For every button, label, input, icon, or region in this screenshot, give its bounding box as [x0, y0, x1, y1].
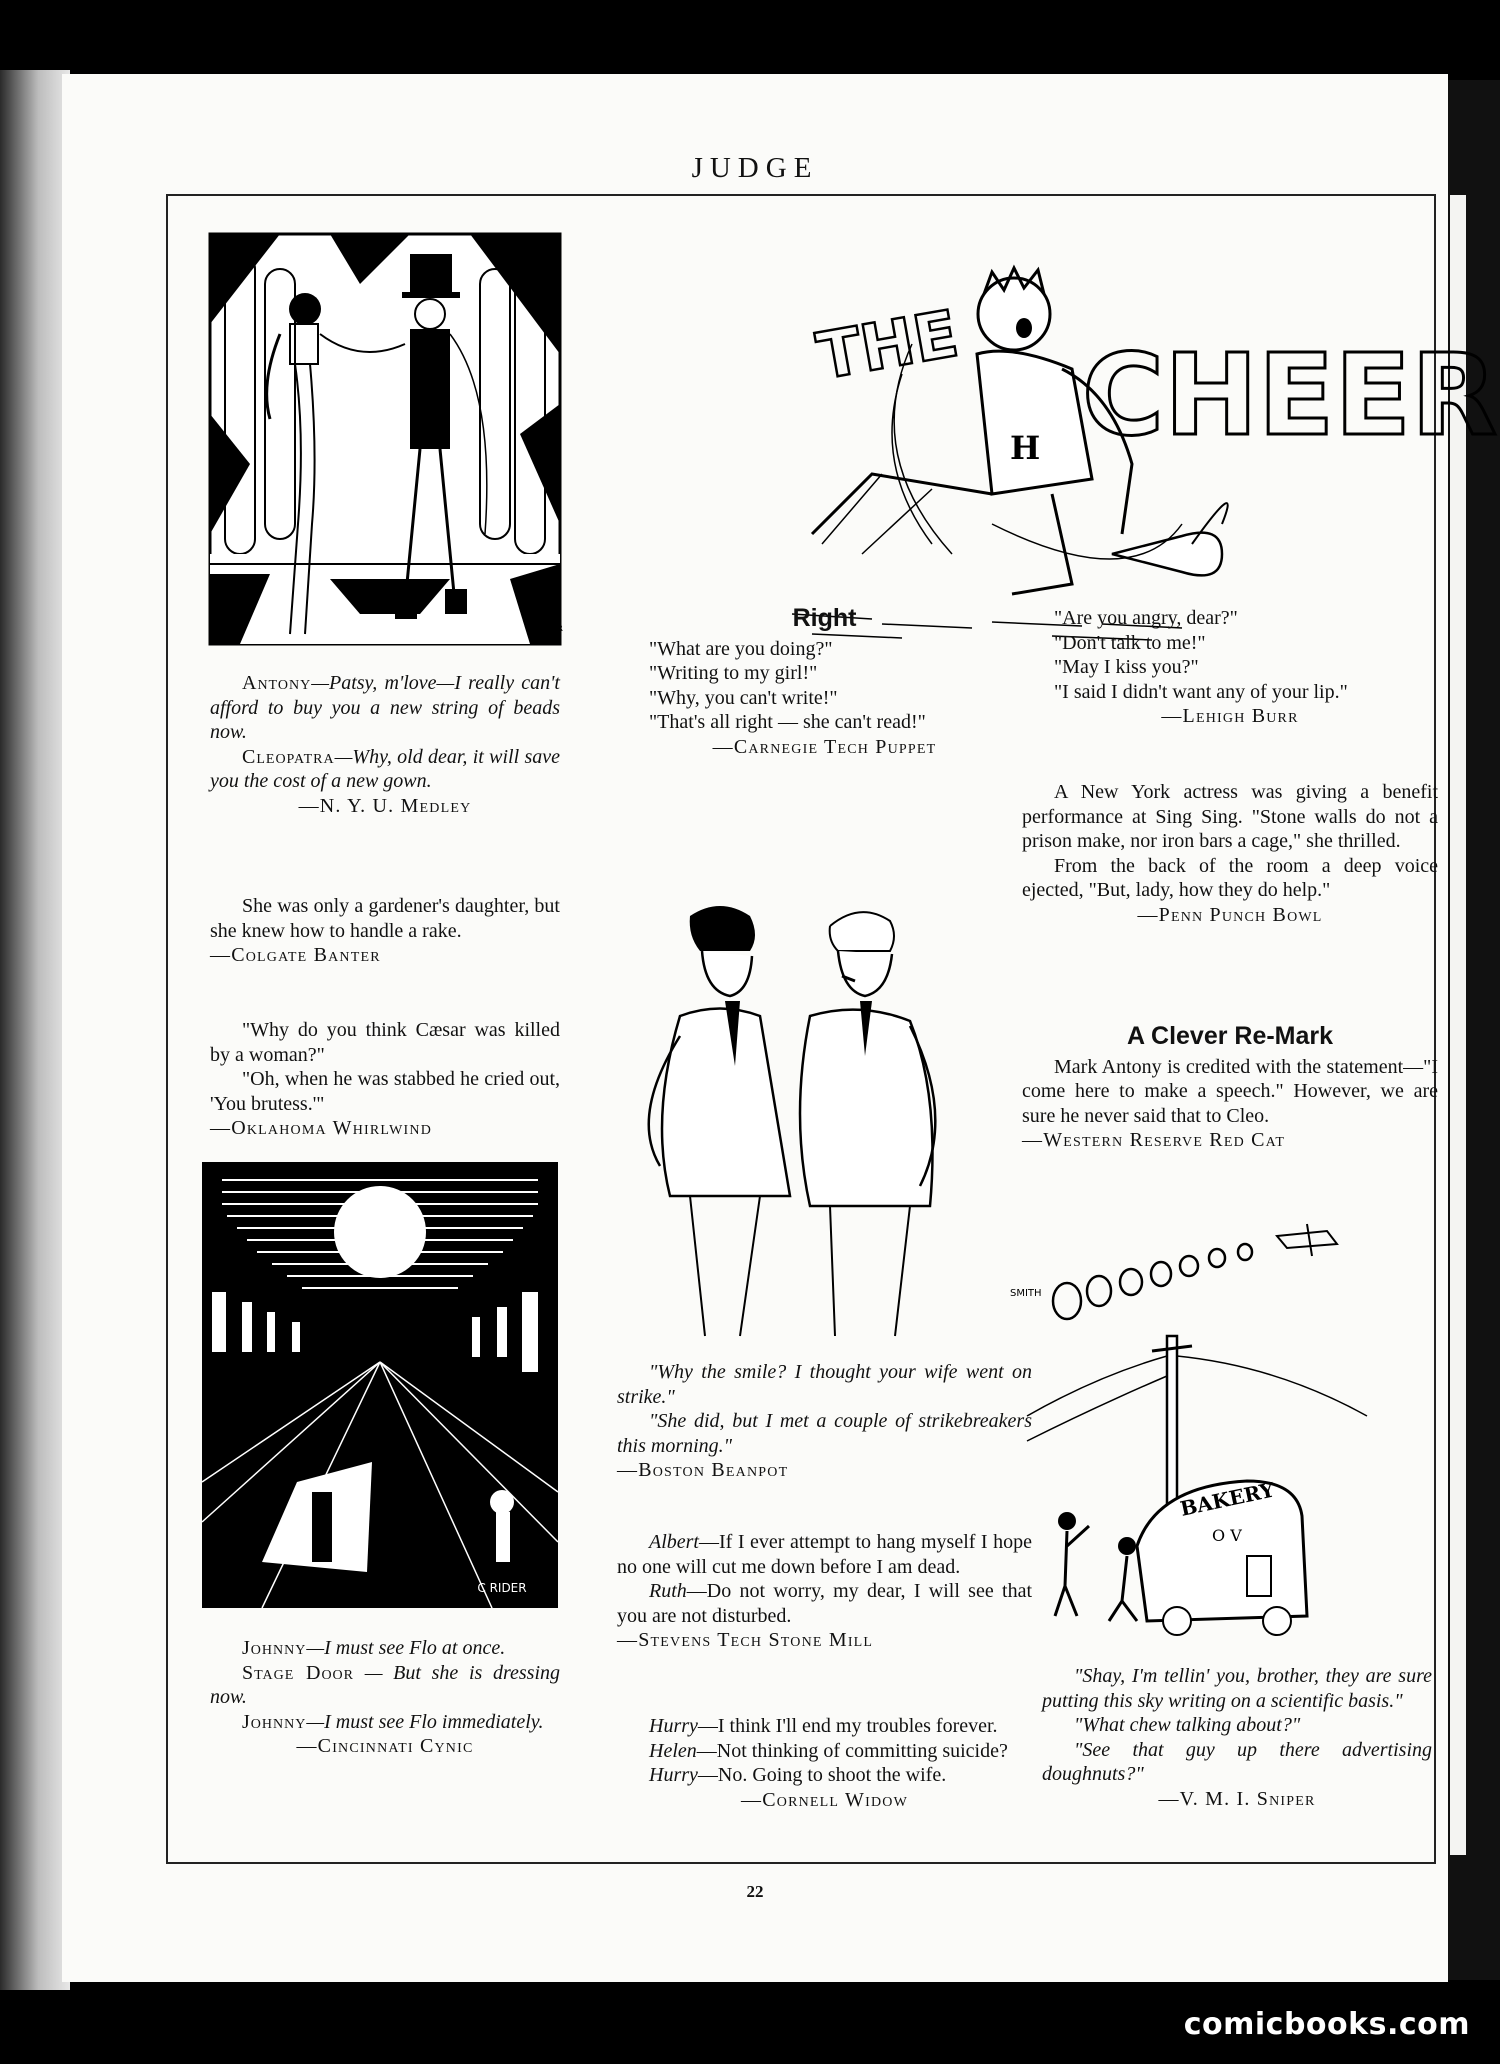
- dialogue: —Why, old dear, it will save you the cost of a new gown.: [210, 745, 560, 792]
- sky-writing-illustration: [1027, 1216, 1387, 1646]
- dialogue: "She did, but I met a couple of strikebreakers this morning.": [617, 1410, 1032, 1457]
- dialogue: —Do not worry, my dear, I will see that you are not disturbed.: [617, 1580, 1032, 1627]
- dialogue: "Why do you think Cæsar was killed by a woman?": [210, 1019, 560, 1066]
- clever-remark-joke: [1022, 1024, 1438, 1153]
- credit: —Stevens Tech Stone Mill: [617, 1629, 874, 1651]
- dialogue: "Don't talk to me!": [1054, 631, 1206, 654]
- credit: —V. M. I. Sniper: [1158, 1787, 1316, 1810]
- cheer-title-the: THE: [811, 297, 964, 395]
- dialogue: —I must see Flo at once.: [306, 1637, 506, 1659]
- dialogue: "See that guy up there advertising doughnuts?": [1042, 1738, 1432, 1785]
- flo-joke: [210, 1636, 560, 1759]
- sweater-letter: H: [1010, 429, 1041, 467]
- dialogue: "Writing to my girl!": [649, 662, 818, 684]
- cheer-title-cheer: CHEER: [1082, 331, 1498, 461]
- two-men-illustration: [610, 896, 1040, 1336]
- bakery-letters: O V: [1212, 1526, 1242, 1545]
- joke-text: From the back of the room a deep voice ejected, "But, lady, how they do help.": [1022, 854, 1438, 901]
- dialogue: "Are you angry, dear?": [1054, 607, 1238, 629]
- the-cheer-illustration: [752, 224, 1498, 654]
- svg-text:SMITH: SMITH: [1010, 1288, 1042, 1299]
- dialogue: "Why the smile? I thought your wife went on strike.": [617, 1361, 1032, 1408]
- credit: —Lehigh Burr: [1161, 705, 1299, 727]
- magazine-page: [62, 74, 1498, 1982]
- albert-joke: [617, 1530, 1032, 1653]
- joke-text: Mark Antony is credited with the statement—"I come here to make a speech." However, we are sure he never said that to Cleo.: [1022, 1055, 1438, 1127]
- antony-cleopatra-illustration: [210, 234, 563, 644]
- dialogue: "What are you doing?": [649, 637, 833, 660]
- speaker: Hurry: [649, 1764, 698, 1786]
- caesar-joke: [210, 1018, 560, 1141]
- dialogue: —Patsy, m'love—I really can't afford to buy you a new string of beads now.: [210, 672, 560, 743]
- joke-text: She was only a gardener's daughter, but she knew how to handle a rake.: [210, 895, 560, 942]
- dialogue: —Not thinking of committing suicide?: [696, 1739, 1008, 1762]
- antony-joke: [210, 671, 560, 818]
- stage-door-illustration: [202, 1162, 558, 1608]
- dialogue: "What chew talking about?": [1074, 1714, 1301, 1736]
- dialogue: "May I kiss you?": [1054, 656, 1199, 678]
- book-spine: [0, 70, 70, 1990]
- speaker: Stage Door: [242, 1661, 355, 1684]
- speaker: Antony: [242, 672, 312, 694]
- svg-text:- BURR: - BURR: [535, 624, 563, 633]
- credit: —Cincinnati Cynic: [296, 1735, 474, 1757]
- dialogue: "Shay, I'm tellin' you, brother, they are sure putting this sky writing on a scientific basis.": [1042, 1665, 1432, 1712]
- dialogue: "Oh, when he was stabbed he cried out, 'You brutess.'": [210, 1068, 560, 1115]
- dialogue: —I think I'll end my troubles forever.: [697, 1715, 998, 1737]
- dialogue: —No. Going to shoot the wife.: [697, 1764, 947, 1786]
- hurry-joke: [617, 1714, 1032, 1812]
- speaker: Helen: [649, 1739, 697, 1762]
- dialogue: "I said I didn't want any of your lip.": [1054, 680, 1348, 703]
- speaker: Johnny: [242, 1710, 307, 1733]
- masthead: JUDGE: [691, 152, 819, 184]
- dialogue: "That's all right — she can't read!": [649, 711, 926, 733]
- headline: A Clever Re-Mark: [1126, 1022, 1334, 1050]
- gardener-joke: [210, 894, 560, 968]
- credit: —Penn Punch Bowl: [1137, 903, 1323, 926]
- artist-signature: C RIDER: [477, 1581, 527, 1595]
- smile-joke: [617, 1360, 1032, 1483]
- right-joke: [617, 606, 1032, 759]
- credit: —Cornell Widow: [741, 1788, 908, 1811]
- bakery-sign: BAKERY: [1178, 1477, 1277, 1521]
- dialogue: — But she is dressing now.: [210, 1661, 560, 1708]
- credit: —Carnegie Tech Puppet: [712, 735, 937, 758]
- angry-joke: [1022, 606, 1438, 729]
- credit: —Colgate Banter: [210, 944, 381, 966]
- sky-joke: [1042, 1664, 1432, 1811]
- speaker: Johnny: [242, 1637, 307, 1659]
- dialogue: —If I ever attempt to hang myself I hope no one will cut me down before I am dead.: [617, 1531, 1032, 1578]
- speaker: Ruth: [649, 1580, 687, 1602]
- credit: —Oklahoma Whirlwind: [210, 1117, 433, 1139]
- speaker: Hurry: [649, 1715, 698, 1737]
- headline: Right: [792, 604, 857, 632]
- credit: —N. Y. U. Medley: [298, 794, 472, 817]
- page-number: 22: [746, 1882, 764, 1901]
- watermark: comicbooks.com: [1183, 2007, 1470, 2042]
- speaker: Albert: [649, 1531, 699, 1553]
- speaker: Cleopatra: [242, 745, 335, 768]
- actress-joke: [1022, 780, 1438, 927]
- dialogue: —I must see Flo immediately.: [306, 1710, 544, 1733]
- credit: —Boston Beanpot: [617, 1459, 789, 1481]
- dialogue: "Why, you can't write!": [649, 686, 838, 709]
- joke-text: A New York actress was giving a benefit performance at Sing Sing. "Stone walls do not a prison make, nor iron bars a cage," she thrilled.: [1022, 781, 1438, 852]
- credit: —Western Reserve Red Cat: [1022, 1129, 1286, 1151]
